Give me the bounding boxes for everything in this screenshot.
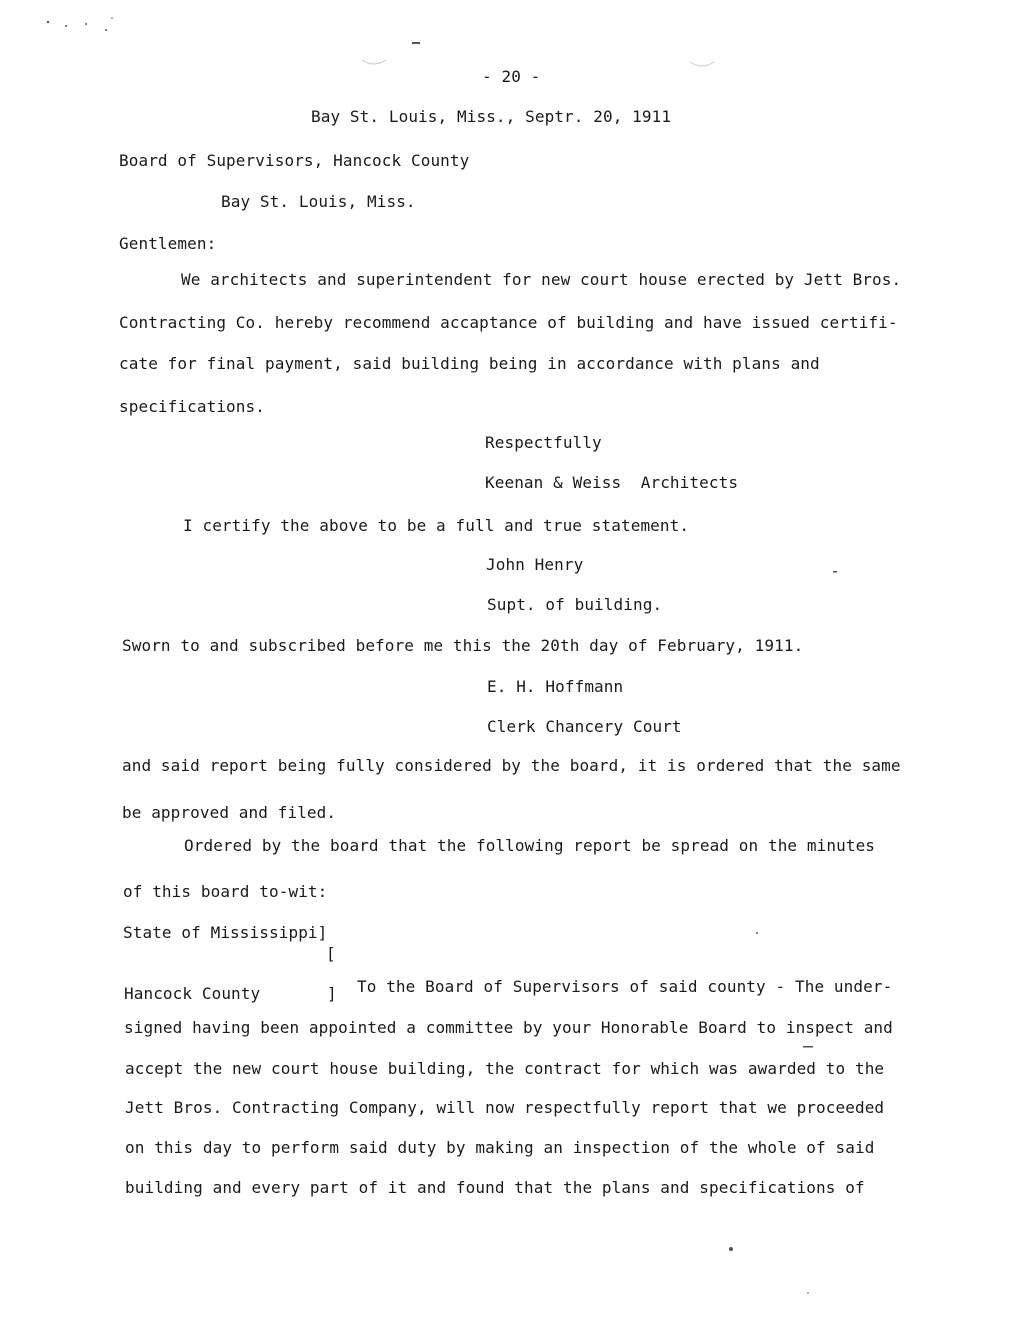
paragraph-line: To the Board of Supervisors of said county - The under- xyxy=(357,977,893,996)
sworn-statement: Sworn to and subscribed before me this the 20th day of February, 1911. xyxy=(122,636,804,655)
caption-county: Hancock County xyxy=(124,984,261,1003)
paragraph-line: We architects and superintendent for new court house erected by Jett Bros. xyxy=(181,270,902,289)
paragraph-line: accept the new court house building, the contract for which was awarded to the xyxy=(125,1059,885,1078)
paragraph-line: be approved and filed. xyxy=(122,803,337,822)
dateline: Bay St. Louis, Miss., Septr. 20, 1911 xyxy=(311,107,672,126)
scan-mark xyxy=(756,932,758,934)
scan-mark xyxy=(412,42,420,44)
caption-bracket: [ xyxy=(326,944,336,963)
paragraph-line: on this day to perform said duty by making an inspection of the whole of said xyxy=(125,1138,875,1157)
caption-state: State of Mississippi] xyxy=(123,923,328,942)
closing: Respectfully xyxy=(485,433,602,452)
page-number: - 20 - xyxy=(482,67,541,86)
addressee-line: Board of Supervisors, Hancock County xyxy=(119,151,470,170)
paragraph-line: building and every part of it and found that the plans and specifications of xyxy=(125,1178,865,1197)
paragraph-line: signed having been appointed a committee by your Honorable Board to inspect and xyxy=(124,1018,893,1037)
caption-bracket: ] xyxy=(327,984,337,1003)
scan-mark xyxy=(85,23,87,25)
scan-mark xyxy=(807,1292,809,1294)
scan-mark xyxy=(65,25,67,27)
scan-mark xyxy=(690,62,714,66)
scan-mark xyxy=(111,17,113,19)
scan-mark xyxy=(47,21,49,23)
signature-architects: Keenan & Weiss Architects xyxy=(485,473,739,492)
paragraph-line: Ordered by the board that the following report be spread on the minutes xyxy=(184,836,876,855)
scan-mark xyxy=(729,1247,733,1251)
scan-mark xyxy=(105,29,107,31)
paragraph-line: specifications. xyxy=(119,397,265,416)
paragraph-line: Contracting Co. hereby recommend accaptance of building and have issued certifi- xyxy=(119,313,898,332)
signature-title: Clerk Chancery Court xyxy=(487,717,682,736)
scan-mark xyxy=(362,60,386,64)
paragraph-line: cate for final payment, said building being in accordance with plans and xyxy=(119,354,820,373)
paragraph-line: of this board to-wit: xyxy=(123,882,328,901)
paragraph-line: and said report being fully considered by the board, it is ordered that the same xyxy=(122,756,901,775)
scan-mark xyxy=(833,571,837,573)
signature-title: Supt. of building. xyxy=(487,595,663,614)
signature-name: John Henry xyxy=(486,555,584,574)
certification: I certify the above to be a full and true statement. xyxy=(183,516,690,535)
signature-name: E. H. Hoffmann xyxy=(487,677,624,696)
paragraph-line: Jett Bros. Contracting Company, will now respectfully report that we proceeded xyxy=(125,1098,885,1117)
salutation: Gentlemen: xyxy=(119,234,217,253)
scan-mark xyxy=(803,1046,813,1048)
addressee-line: Bay St. Louis, Miss. xyxy=(221,192,416,211)
